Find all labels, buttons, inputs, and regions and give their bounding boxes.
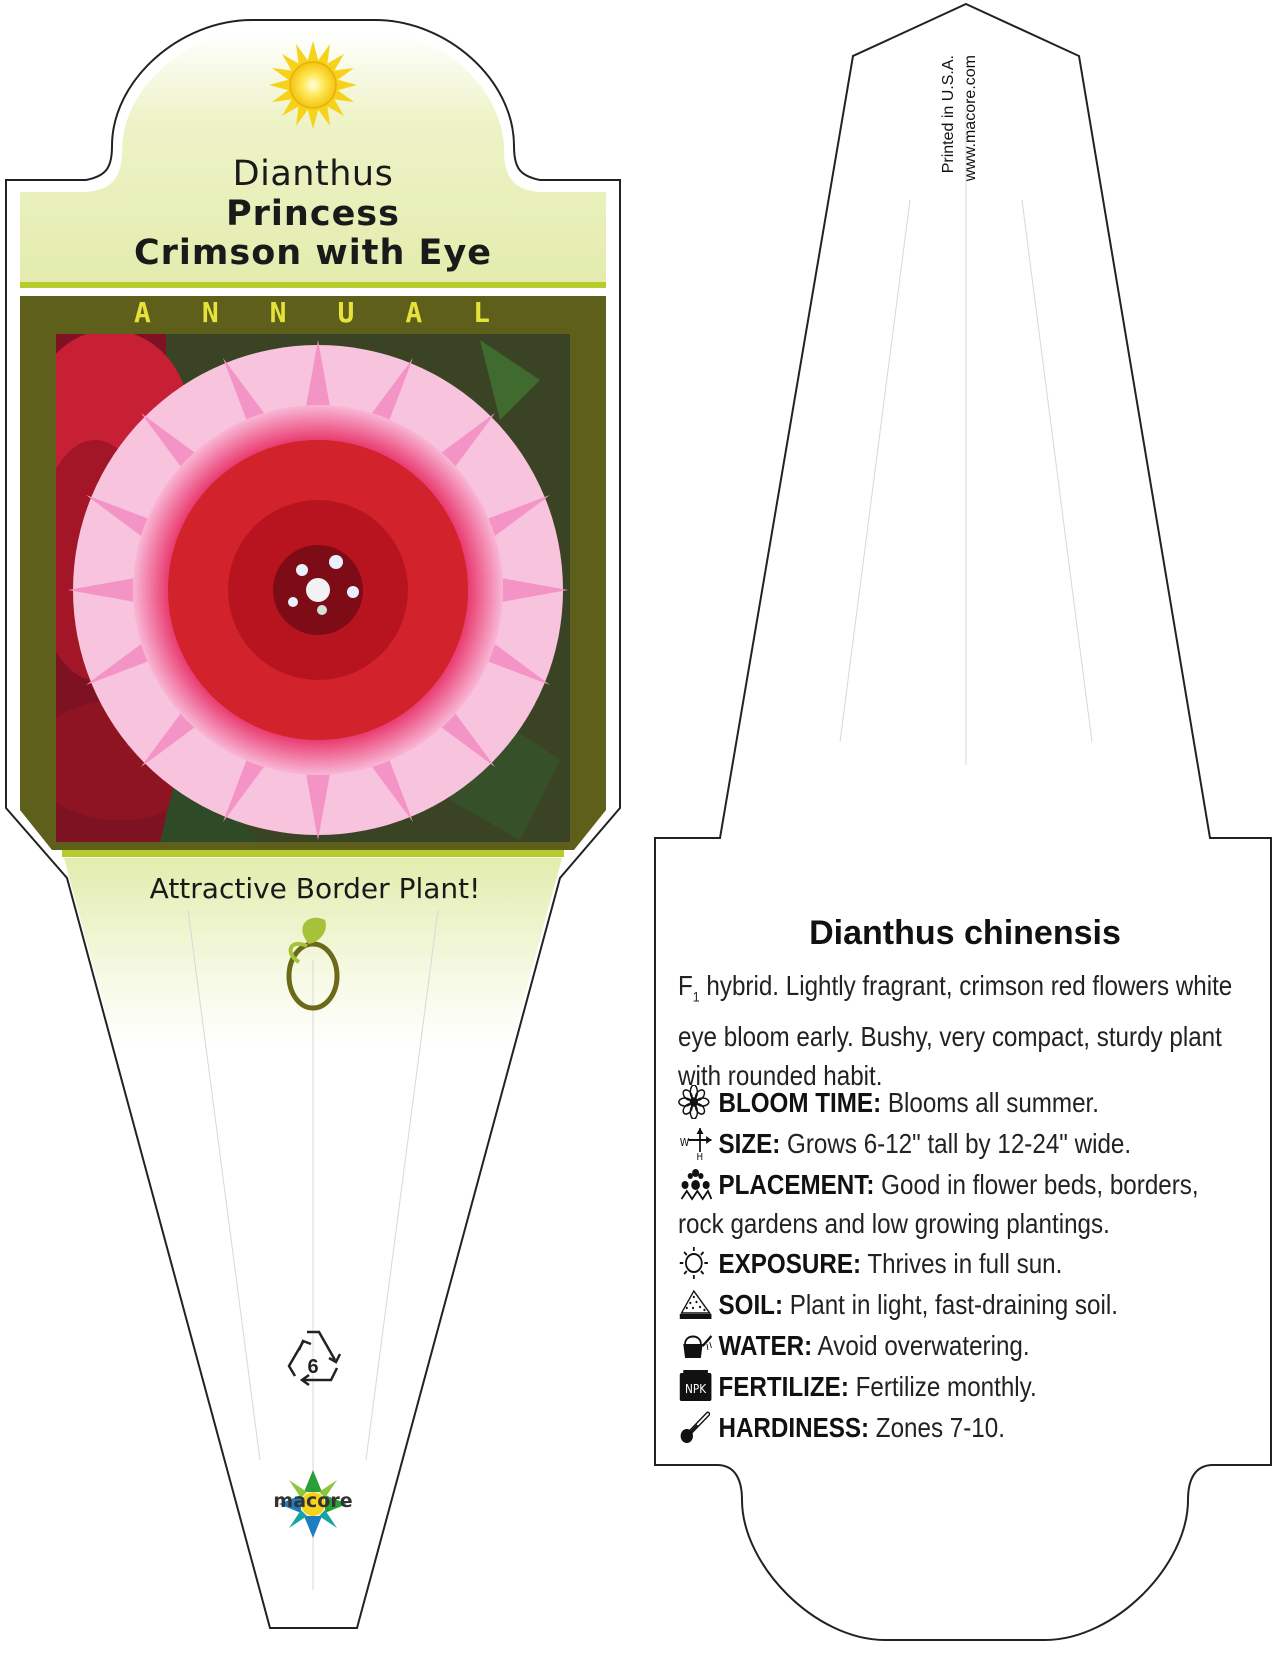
common-name: Dianthus: [232, 154, 394, 194]
plant-type-annual: [52, 296, 572, 330]
size-icon-h: H: [696, 1151, 704, 1160]
soil-icon: [678, 1287, 713, 1321]
care-bloom-time: BLOOM TIME: Blooms all summer.: [678, 1083, 1259, 1122]
printed-in: Printed in U.S.A.: [940, 55, 957, 174]
care-size: W H SIZE: Grows 6-12" tall by 12-24" wide.: [678, 1124, 1259, 1163]
plant-type-letter: N: [269, 296, 287, 329]
brand-name: macore: [273, 1490, 353, 1512]
thermometer-icon: [678, 1410, 713, 1444]
care-hardiness: HARDINESS: Zones 7-10.: [678, 1408, 1259, 1447]
plant-type-letter: A: [134, 296, 151, 329]
npk-icon: [678, 1369, 713, 1403]
tagline: Attractive Border Plant!: [149, 872, 481, 905]
care-fertilize: NPK FERTILIZE: Fertilize monthly.: [678, 1367, 1259, 1406]
plant-type-letter: U: [337, 296, 355, 329]
care-water: WATER: Avoid overwatering.: [678, 1326, 1259, 1365]
recycle-number: 6: [307, 1356, 319, 1378]
full-sun-icon: [269, 41, 357, 129]
print-info: [940, 55, 980, 285]
plant-type-letter: L: [473, 296, 490, 329]
variety-name-line2: Crimson with Eye: [133, 233, 493, 273]
size-icon-w: W: [679, 1136, 690, 1150]
plant-description: $F_1$ hybrid. Lightly fragrant, crimson red flowers white eye bloom early. Bushy, very compact, sturdy plant with rounded habit.: [678, 970, 1233, 1091]
npk-label: NPK: [685, 1382, 707, 1397]
care-placement: PLACEMENT: Good in flower beds, borders, rock gardens and low growing plantings.: [678, 1169, 1199, 1239]
care-soil: SOIL: Plant in light, fast-draining soil.: [678, 1285, 1259, 1324]
variety-name-line1: Princess: [226, 194, 400, 234]
watering-can-icon: [678, 1328, 713, 1362]
flower-icon: [678, 1085, 713, 1119]
plant-type-letter: N: [201, 296, 219, 329]
size-arrows-icon: [678, 1126, 713, 1160]
plant-type-letter: A: [405, 296, 423, 329]
care-exposure: EXPOSURE: Thrives in full sun.: [678, 1244, 1259, 1283]
flower-photo: [30, 330, 570, 842]
website: www.macore.com: [962, 55, 979, 182]
placement-icon: [678, 1167, 713, 1201]
scientific-name: Dianthus chinensis: [809, 914, 1121, 952]
sun-outline-icon: [678, 1246, 713, 1280]
